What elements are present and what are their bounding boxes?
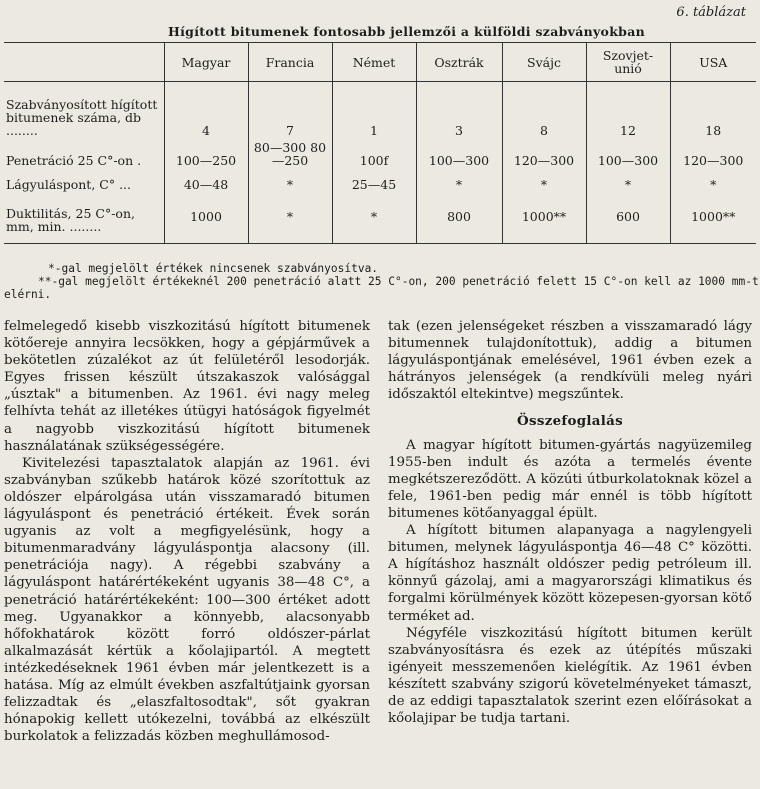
row-label: Penetráció 25 C°-on . bbox=[6, 152, 142, 168]
column-header: Szovjet-unió bbox=[586, 43, 670, 82]
table-cell: * bbox=[332, 194, 416, 244]
left-text-column bbox=[4, 318, 370, 745]
table-cell: * bbox=[502, 170, 586, 194]
table-cell: 8 bbox=[502, 82, 586, 140]
table-cell: 1 bbox=[332, 82, 416, 140]
table-cell: 100—300 bbox=[586, 140, 670, 170]
paragraph: tak (ezen jelenségeket részben a visszamaradó lágy bitumennek tulajdonítottuk), addig a bitumen lágyuláspontjának emelésével, 1961 évben ezek a hátrányos jelenségek (a rendkívüli meleg nyári időszaktól eltekintve) megszűntek. bbox=[388, 319, 752, 403]
table-cell: 18 bbox=[670, 82, 756, 140]
table-header-empty bbox=[4, 43, 164, 82]
column-header: Svájc bbox=[502, 43, 586, 82]
table-footnotes bbox=[4, 262, 759, 301]
column-header: Magyar bbox=[164, 43, 248, 82]
table-cell: 120—300 bbox=[502, 140, 586, 170]
table-number: 6. táblázat bbox=[676, 5, 746, 20]
table-cell: 1000** bbox=[670, 194, 756, 244]
table-cell: * bbox=[416, 170, 502, 194]
table-cell: 100—250 bbox=[164, 140, 248, 170]
table-cell: 25—45 bbox=[332, 170, 416, 194]
table-row bbox=[4, 170, 756, 194]
column-header: Német bbox=[332, 43, 416, 82]
table-cell: 12 bbox=[586, 82, 670, 140]
paragraph: A magyar hígított bitumen-gyártás nagyüzemileg 1955-ben indult és azóta a termelés évente megkétszereződött. A közúti útburkolatoknak közel a fele, 1961-ben pedig már ennél is több hígított bitumenes kötőanyaggal épült. bbox=[388, 437, 752, 521]
right-text-column bbox=[388, 318, 752, 727]
paragraph: A hígított bitumen alapanyaga a nagylengyeli bitumen, melynek lágyuláspontja 46—48 C° közötti. A hígításhoz használt oldószer pedig petróleum ill. könnyű gázolaj, ami a magyarországi klimatikus és forgalmi körülmények között közepesen-gyorsan kötő terméket ad. bbox=[388, 523, 752, 624]
column-header: Francia bbox=[248, 43, 332, 82]
table-cell: 1000 bbox=[164, 194, 248, 244]
row-label: Lágyuláspont, C° ... bbox=[6, 176, 131, 192]
table-cell: 100—300 bbox=[416, 140, 502, 170]
paragraph: Négyféle viszkozitású hígított bitumen került szabványosításra és ezek az útépítés műszaki igényeit messzemenően kielégítik. Az 1961 évben készített szabvány szigorú követelményeket támaszt, de az eddigi tapasztalatok szerint ezen előírásokat a kőolajipar be tudja tartani. bbox=[388, 625, 752, 727]
table-cell: * bbox=[248, 194, 332, 244]
table-cell: 120—300 bbox=[670, 140, 756, 170]
table-row bbox=[4, 194, 756, 244]
section-heading: Összefoglalás bbox=[517, 413, 623, 430]
table-row bbox=[4, 140, 756, 170]
table-cell: 40—48 bbox=[164, 170, 248, 194]
row-label: Duktilitás, 25 C°-on, mm, min. ........ bbox=[4, 194, 164, 244]
row-label: Szabványosított hígított bitumenek száma, db ........ bbox=[6, 96, 158, 138]
column-header: Osztrák bbox=[416, 43, 502, 82]
table-cell: 3 bbox=[416, 82, 502, 140]
footnote: elérni. bbox=[4, 288, 52, 301]
footnote: *-gal megjelölt értékek nincsenek szabványosítva. bbox=[48, 262, 379, 275]
table-row bbox=[4, 82, 756, 140]
table-cell: * bbox=[586, 170, 670, 194]
table-cell: * bbox=[670, 170, 756, 194]
standards-table bbox=[4, 42, 756, 244]
paragraph: felmelegedő kisebb viszkozitású hígított bitumenek kötőereje annyira lecsökken, hogy a gépjárművek a bekötetlen zúzalékot az út felületéről lesodorják. Egyes frissen készült útszakaszok valósággal „úsztak" a bitumenben. Az 1961. évi nagy meleg felhívta tehát az illetékes útügyi hatóságok figyelmét a nagyobb viszkozitású hígított bitumenek használatának szükségességére. bbox=[4, 319, 370, 454]
column-header: USA bbox=[670, 43, 756, 82]
paragraph: Kivitelezési tapasztalatok alapján az 1961. évi szabványban szűkebb határok közé szorítottuk az oldószer elpárolgása után visszamaradó bitumen lágyuláspont és penetráció értékeit. Évek során ugyanis az volt a megfigyelésünk, hogy a bitumenmaradvány lágyuláspontja alacsony (ill. penetrációja nagy). A régebbi szabvány a lágyuláspont határértékeként ugyanis 38—48 C°, a penetráció határértékeként: 100—300 értéket adott meg. Ugyanakkor a könnyebb, alacsonyabb hőfokhatárok között forró oldószer-párlat alkalmazását kértük a kőolajipartól. A megtett intézkedéseknek 1961 évben már jelentkezett is a hatása. Míg az elmúlt években aszfaltútjaink gyorsan felizzadtak és „elaszfaltosodtak", sőt gyakran hónapokig kellett utókezelni, továbbá az elkészült burkolatok a felizzadás közben meghullámosod- bbox=[4, 455, 370, 745]
table-cell: 4 bbox=[164, 82, 248, 140]
table-cell: * bbox=[248, 170, 332, 194]
table-cell: 80—300 80—250 bbox=[248, 140, 332, 170]
table-cell: 600 bbox=[586, 194, 670, 244]
table-header-row bbox=[4, 43, 756, 82]
table-cell: 800 bbox=[416, 194, 502, 244]
table-cell: 100f bbox=[332, 140, 416, 170]
table-cell: 1000** bbox=[502, 194, 586, 244]
table-cell: 7 bbox=[248, 82, 332, 140]
footnote: **-gal megjelölt értékeknél 200 penetráció alatt 25 C°-on, 200 penetráció felett 15 C°-on kell az 1000 mm-t bbox=[38, 275, 759, 288]
table-title: Hígított bitumenek fontosabb jellemzői a külföldi szabványokban bbox=[168, 24, 645, 39]
